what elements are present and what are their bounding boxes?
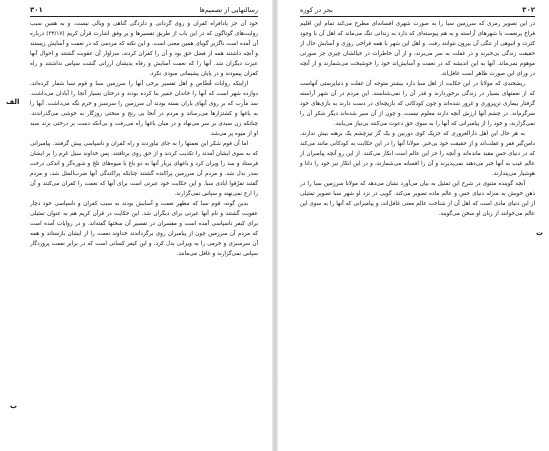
paragraph: خود آن جز پادافراه کفران و روی گردانی و دلزدگی گناهی و وبالی نیست. و به همین سبب روایت‌های گوناگون که در این باب از طریق تفسیرها و بر وفق اشارت قرآن کریم (۳۴/۱۷) درباره آن آمده است ناگزیر گویای همین معنی است. و این نکته که مردمی که در نعمت و آسایش زیستند و آنچه داشتند همه از فضل حق بود و آن را کفران کردند، سزاوار آن عقوبت گشتند و احوال آنها عبرت دیگران شد. آنها را که نعمت آسایش و رفاه بدیشان ارزانی گشت سپاس نداشتند و راه کفران پیمودند و در پایان پشیمانی سودی نکرد. (30, 21, 258, 77)
margin-mark: ت (536, 229, 544, 237)
paragraph: ریشخندی که مولانا در این حکایت از اهل سبا دارد بیشتر متوجه آن غفلت و دنیاپرستی آنهاست که از نعمتهای بسیار در زندگی برخوردارند و قدر آن را نمی‌شناسند. این مردم در آن شهر آراسته گرفتار بیماری تن‌پروری و غرور شده‌اند و چون کودکانی که بازیچه‌ای در دست دارند به بازی‌های خود سرگرم‌اند. در چشم آنها ارزش آنچه دارند معلوم نیست، و چون از آن سیر شده‌اند دیگر شکر آن را نمی‌گزارند، و خود را از پیامبرانی که آنها را به سوی حق دعوت می‌کنند بی‌نیاز می‌یابند. (300, 81, 535, 127)
paragraph: در این تصویر رمزی که سرزمین سبا را به صورت شهری افسانه‌ای مطرح می‌کند تمام این اقلیم فراخ پرنعمت با شهرهای آراسته و به هم پیوسته‌ای که دارد به زندانی تنگ می‌ماند که اهل آن با وجود کثرت و انبوهی از تنگی آن بیرون نتوانند رفت. و اهل این شهر با همه فراخی روزی و آسایش حال از حقیقت زندگی بی‌خبرند و در غفلت به سر می‌برند، و از آن خاطرات در خیالشان چیزی جز صورتی موهوم نمی‌ماند. آنها به این اندیشه که در نعمت و آسایش‌اند خود را خوشبخت می‌شمارند و از آنچه در ورای این صورت ظاهر است غافل‌اند. (300, 21, 535, 77)
running-head (30, 6, 258, 17)
running-head (300, 6, 535, 17)
margin-mark: الف (6, 98, 20, 106)
paragraph: ازاینکه روایات قُصَّاص و اهل تفسیر برخی آنها را سرزمین سبا و قوم سبا شمار کرده‌اند، دوازده شهر است که آنها را خاندان حمیر بنا کرده بودند و درختان بسیار آنجا را آبادان می‌داشت. سد مأرب که بر روی آبهای باران بسته بودند آن سرزمین را سرسبز و خرم نگه می‌داشت. آبها را به باغها و کشتزارها می‌رساند و مردم در آنجا بی رنج و سختی روزگار به خوشی می‌گذراندند. چنانکه زن سبدی بر سر می‌نهاد و در میان باغها راه می‌رفت و بی‌آنکه دست بر درختی بزند سبد او از میوه پر می‌شد. (30, 81, 258, 137)
page-number: ۳۰۱ (30, 6, 43, 14)
paragraph: بدین گونه، قوم سبا که مظهر نعمت و آسایش بودند به سبب کفران و ناسپاسی خود دچار عقوبت گشتند و نام آنها عبرتی برای دیگران شد. این حکایت در قرآن کریم هم به عنوان تمثیلی برای کیفر ناسپاسی آمده است و مفسران در تفسیر آن سخنها گفته‌اند. و در روایات آمده است که مردم آن سرزمین چون از پیامبران روی برگرداندند خداوند نعمت را از ایشان بازستاند و همه آن سرسبزی و خرمی را به ویرانی بدل کرد، و این کیفر کسانی است که در برابر نعمت پروردگار سپاس نمی‌گزارند و غافل می‌مانند. (30, 201, 258, 257)
body-text (300, 19, 535, 219)
paragraph: اما آن قوم شکر این نعمتها را به جای نیاوردند و راه کفران و ناسپاسی پیش گرفتند. پیامبرانی که به سوی ایشان آمدند را تکذیب کردند و از حق روی برتافتند. پس خداوند سیل عَرِم را بر ایشان فرستاد و سد را ویران کرد و باغهای پربار آنها به دو باغ با میوه‌های تلخ و شوره‌گز و اندکی درخت سدر بدل شد. و مردم آن سرزمین پراکنده گشتند چنانکه پراکندگی آنها ضرب‌المثل شد، و مردم گفتند تفرّقوا ایادی سبا. و این حکایت خود عبرتی است برای آنها که نعمت را کفران می‌کنند و آن را ارج نمی‌نهند و سپاس نمی‌گزارند. (30, 141, 258, 197)
paragraph: به هر حال این اهل دارالغروری که جزیک کوی دوربین و یک گز تیزچشم یک برهنه بیش ندارند، دامن‌گیر فقر و غفلت‌اند و از حقیقت خود بی‌خبر. مولانا آنها را در این حکایت به کودکانی مانند می‌کند که در دنیای حس مقید مانده‌اند و آنچه را جز این عالم است انکار می‌کنند. از این رو آنچه پیامبران از عالم غیب به آنها خبر می‌دهند نمی‌پذیرند و آن را افسانه می‌شمارند، و در این انکار نیز خود را دانا و هوشیار می‌پندارند. (300, 131, 535, 177)
body-text (30, 19, 258, 259)
margin-mark: ب (10, 402, 18, 410)
right-page (278, 0, 549, 451)
running-head-title: بحر در کوزه (300, 6, 333, 14)
paragraph: آنچه گوینده مثنوی در شرح این تمثیل به بیان می‌آورد نشان می‌دهد که مولانا سرزمین سبا را در ذهن خویش به منزله دنیای حس و عالم ماده تصویر می‌کند. گویی در نزد او شهر سبا تصویر تمثیلی از این دنیای مادی است که اهل آن از شناخت عالم معنی غافل‌اند، و پیامبرانی که آنها را به سوی این عالم می‌خوانند از زبان او سخن می‌گویند. (300, 181, 535, 217)
page-number: ۳۰۲ (522, 6, 535, 14)
running-head-title: رسالتهایی از تصمیم‌ها (199, 6, 258, 14)
left-page (0, 0, 272, 451)
